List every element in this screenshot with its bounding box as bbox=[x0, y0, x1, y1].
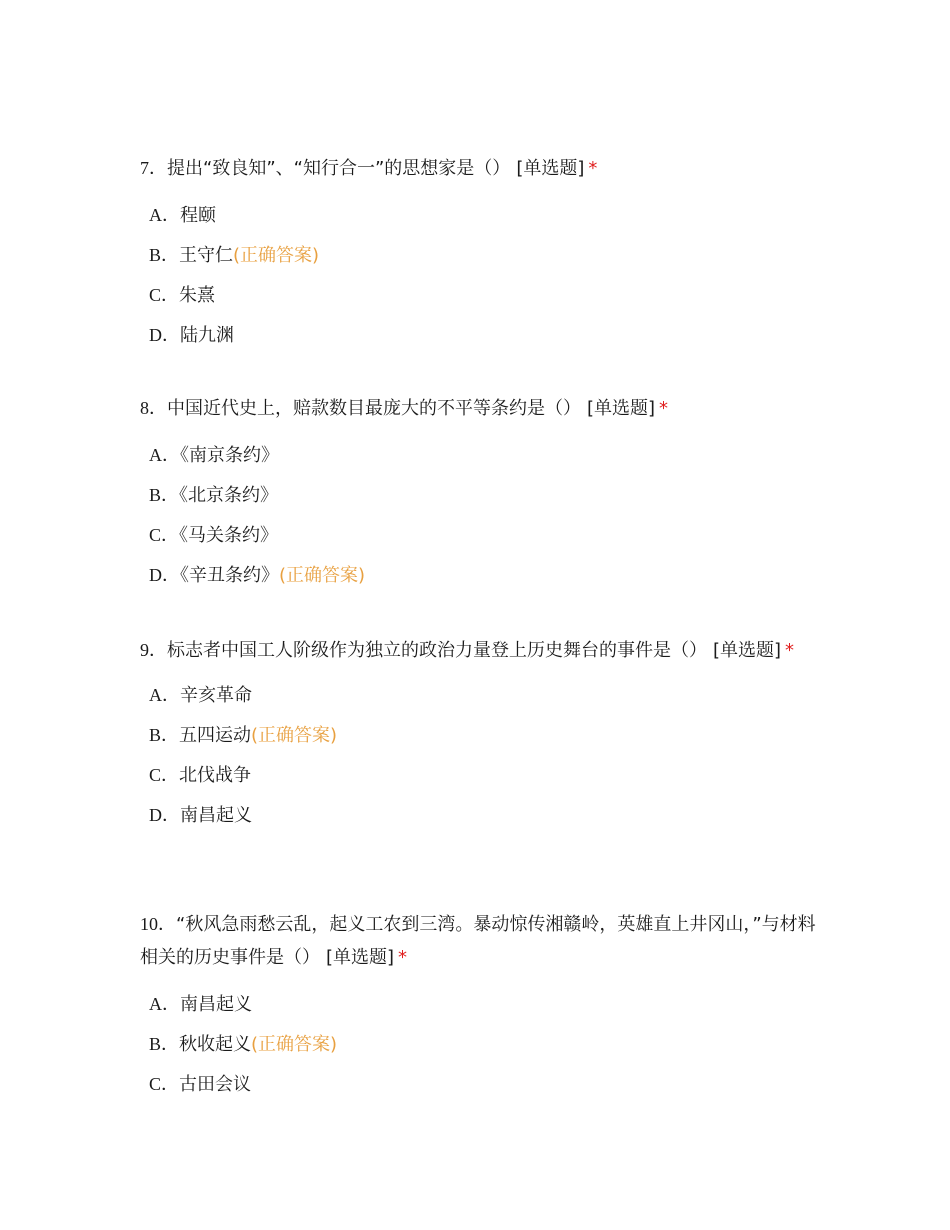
option-c bbox=[140, 755, 820, 795]
question-title bbox=[140, 634, 820, 667]
option-letter: D． bbox=[149, 325, 180, 345]
option-text: 陆九渊 bbox=[180, 325, 234, 346]
option-letter: A． bbox=[149, 685, 180, 705]
option-letter: A． bbox=[149, 445, 180, 465]
option-text: 《北京条约》 bbox=[179, 485, 279, 506]
options-list bbox=[140, 675, 820, 835]
option-text: 南昌起义 bbox=[180, 994, 252, 1015]
option-text: 《马关条约》 bbox=[179, 525, 279, 546]
option-a bbox=[140, 195, 820, 235]
option-letter: C． bbox=[149, 285, 180, 305]
option-a bbox=[140, 675, 820, 715]
correct-answer-tag: (正确答案) bbox=[279, 565, 366, 586]
question-text: “秋风急雨愁云乱，起义工农到三湾。暴动惊传湘赣岭，英雄直上井冈山，”与材料相关的历史事件是（） bbox=[140, 914, 816, 968]
option-text: 《辛丑条约》 bbox=[180, 565, 279, 586]
question-title bbox=[140, 392, 820, 425]
option-letter: D． bbox=[149, 565, 180, 585]
question-type: [单选题] bbox=[326, 947, 395, 968]
question-type: [单选题] bbox=[516, 158, 585, 179]
question-text: 标志者中国工人阶级作为独立的政治力量登上历史舞台的事件是（） bbox=[167, 640, 707, 661]
option-text: 秋收起义 bbox=[179, 1034, 252, 1055]
option-text: 北伐战争 bbox=[179, 765, 252, 786]
correct-answer-tag: (正确答案) bbox=[251, 725, 338, 746]
option-letter: A． bbox=[149, 205, 180, 225]
required-mark: * bbox=[398, 947, 408, 968]
option-letter: C． bbox=[149, 765, 180, 785]
option-text: 朱熹 bbox=[179, 285, 216, 306]
option-text: 南昌起义 bbox=[180, 805, 252, 826]
option-letter: A． bbox=[149, 994, 180, 1014]
question-title bbox=[140, 908, 820, 974]
question-8 bbox=[140, 392, 820, 595]
required-mark: * bbox=[659, 398, 669, 419]
options-list bbox=[140, 195, 820, 355]
question-title bbox=[140, 152, 820, 185]
option-text: 五四运动 bbox=[179, 725, 252, 746]
option-text: 王守仁 bbox=[179, 245, 234, 266]
required-mark: * bbox=[785, 640, 795, 661]
question-text: 提出“致良知”、“知行合一”的思想家是（） bbox=[167, 158, 511, 179]
option-d bbox=[140, 315, 820, 355]
question-type: [单选题] bbox=[713, 640, 782, 661]
option-b bbox=[140, 1024, 820, 1064]
question-number: 8． bbox=[140, 398, 167, 418]
option-d bbox=[140, 795, 820, 835]
question-9 bbox=[140, 634, 820, 835]
option-a bbox=[140, 984, 820, 1024]
option-text: 程颐 bbox=[180, 205, 216, 226]
option-letter: C． bbox=[149, 1074, 180, 1094]
option-letter: D． bbox=[149, 805, 180, 825]
required-mark: * bbox=[588, 158, 598, 179]
option-c bbox=[140, 515, 820, 555]
option-text: 古田会议 bbox=[179, 1074, 252, 1095]
options-list bbox=[140, 435, 820, 595]
question-type: [单选题] bbox=[587, 398, 656, 419]
option-letter: C． bbox=[149, 525, 180, 545]
option-c bbox=[140, 1064, 820, 1104]
option-b bbox=[140, 235, 820, 275]
question-number: 9． bbox=[140, 640, 167, 660]
correct-answer-tag: (正确答案) bbox=[251, 1034, 338, 1055]
option-b bbox=[140, 475, 820, 515]
question-7 bbox=[140, 152, 820, 355]
option-letter: B． bbox=[149, 725, 180, 745]
correct-answer-tag: (正确答案) bbox=[233, 245, 320, 266]
question-10 bbox=[140, 908, 820, 1104]
option-letter: B． bbox=[149, 245, 180, 265]
option-b bbox=[140, 715, 820, 755]
option-c bbox=[140, 275, 820, 315]
option-letter: B． bbox=[149, 1034, 180, 1054]
question-text: 中国近代史上，赔款数目最庞大的不平等条约是（） bbox=[167, 398, 581, 419]
question-number: 10． bbox=[140, 914, 176, 934]
option-d bbox=[140, 555, 820, 595]
options-list bbox=[140, 984, 820, 1104]
option-letter: B． bbox=[149, 485, 180, 505]
question-number: 7． bbox=[140, 158, 167, 178]
option-a bbox=[140, 435, 820, 475]
option-text: 辛亥革命 bbox=[180, 685, 252, 706]
option-text: 《南京条约》 bbox=[180, 445, 279, 466]
